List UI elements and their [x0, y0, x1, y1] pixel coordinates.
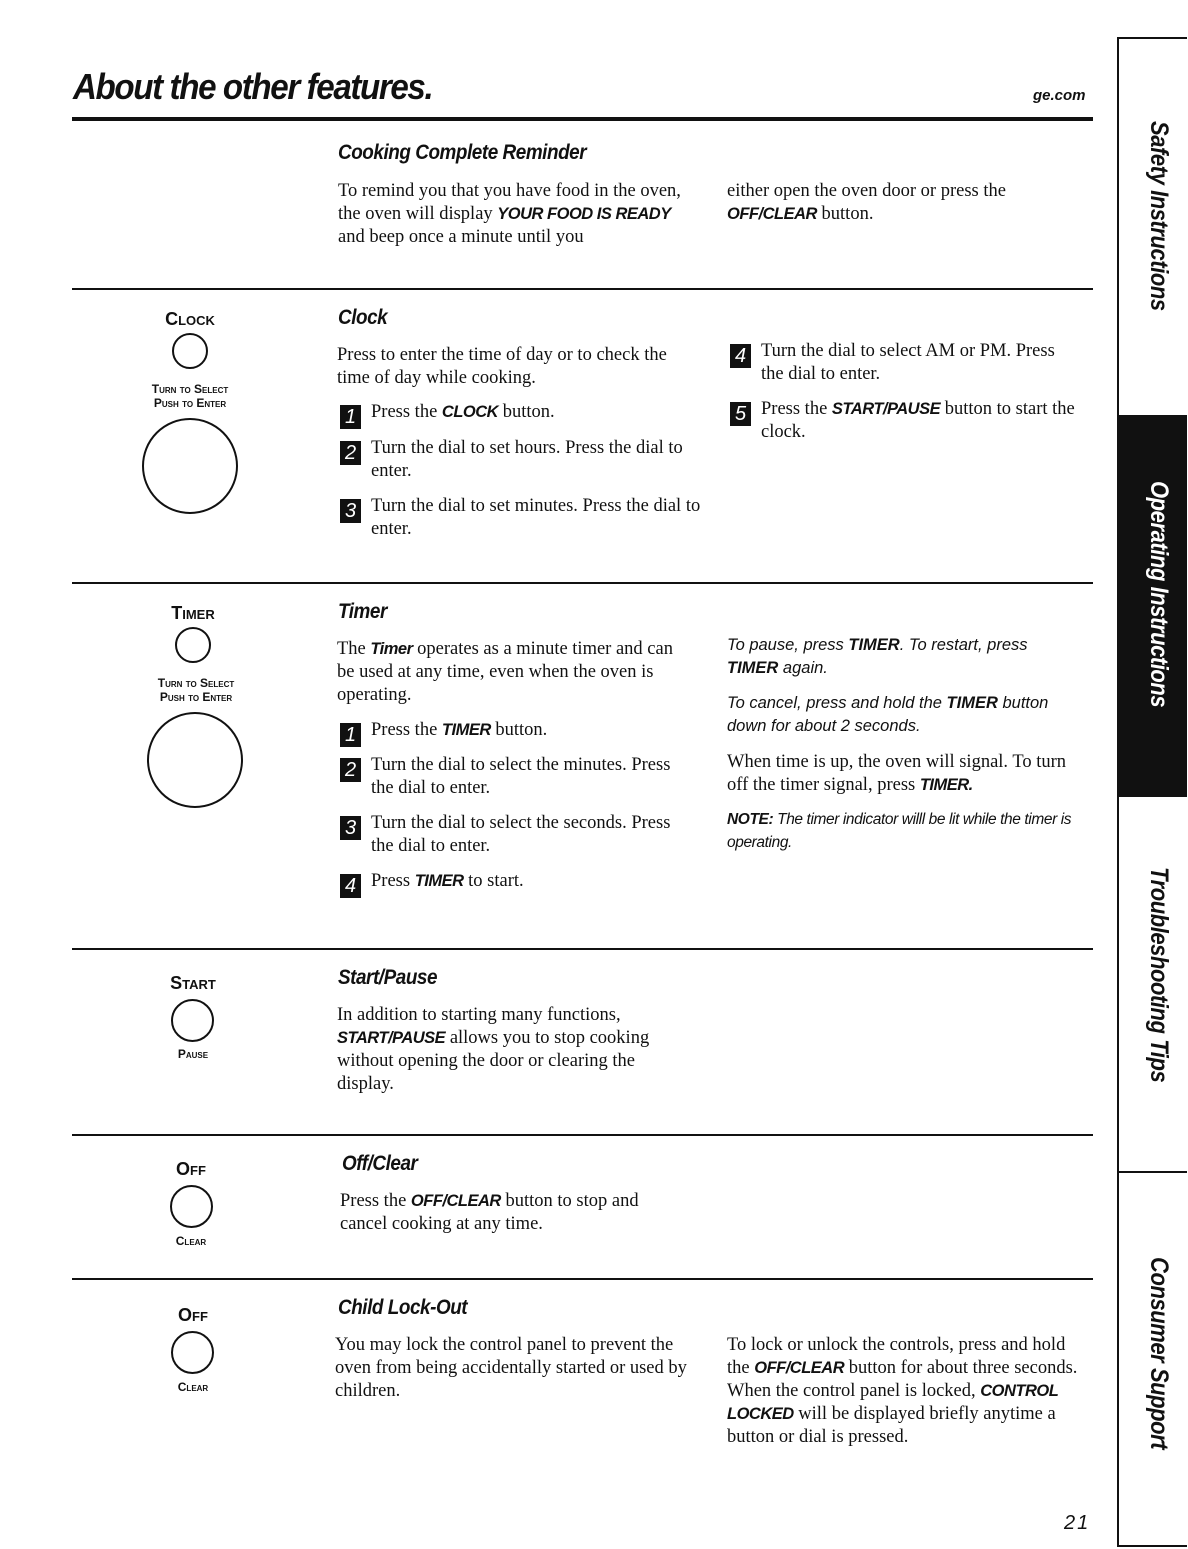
timer-button-icon[interactable]	[175, 627, 211, 663]
step-text: Turn the dial to select the minutes. Press the dial to enter.	[371, 755, 671, 798]
tab-consumer-support[interactable]	[1119, 1173, 1187, 1545]
offclear-heading: Off/Clear	[342, 1152, 418, 1175]
step-text: Press the START/PAUSE button to start the clock.	[761, 399, 1075, 442]
step-number: 4	[340, 874, 361, 898]
timer-panel-label: Timer	[171, 603, 215, 623]
section-divider	[72, 948, 1093, 950]
page-title: About the other features.	[73, 66, 433, 107]
tab-label: Operating Instructions	[1145, 481, 1173, 708]
clock-dial-sub2: Push to Enter	[153, 396, 227, 410]
reminder-text-right: either open the oven door or press the OFF/CLEAR button.	[727, 181, 1006, 224]
timer-signal-text: When time is up, the oven will signal. To turn off the timer signal, press TIMER.	[727, 752, 1067, 795]
offclear-panel-sub: Clear	[175, 1234, 207, 1248]
step-number: 4	[730, 344, 751, 368]
childlock-panel-label: Off	[178, 1305, 208, 1325]
step-text: Turn the dial to set minutes. Press the dial to enter.	[371, 496, 701, 539]
childlock-text-left: You may lock the control panel to prevent the oven from being accidentally started or used by children.	[335, 1335, 687, 1401]
step-number: 1	[340, 723, 361, 747]
start-button-icon[interactable]	[171, 999, 214, 1042]
clock-intro: Press to enter the time of day or to check the time of day while cooking.	[337, 345, 667, 388]
start-panel-sub: Pause	[177, 1047, 209, 1061]
tab-label: Consumer Support	[1145, 1257, 1173, 1450]
timer-heading: Timer	[338, 600, 387, 623]
timer-intro: The Timer operates as a minute timer and can be used at any time, even when the oven is operating.	[337, 639, 673, 705]
clock-dial-icon[interactable]	[142, 418, 238, 514]
clock-heading: Clock	[338, 306, 388, 329]
section-divider	[72, 288, 1093, 290]
side-tabs	[1117, 37, 1187, 1547]
step-text: Turn the dial to select AM or PM. Press the dial to enter.	[761, 341, 1055, 384]
step-text: Press the CLOCK button.	[371, 402, 555, 422]
section-divider	[72, 582, 1093, 584]
site-url[interactable]: ge.com	[1033, 87, 1086, 104]
offclear-button-icon[interactable]	[170, 1185, 213, 1228]
timer-note: NOTE: The timer indicator willl be lit while the timer is operating.	[727, 811, 1072, 851]
childlock-text-right: To lock or unlock the controls, press and hold the OFF/CLEAR button for about three seconds. When the control panel is locked, CONTROL LOCKED will be displayed briefly anytime a button or dial is pressed.	[727, 1335, 1078, 1447]
start-heading: Start/Pause	[338, 966, 438, 989]
clock-panel-label: Clock	[165, 309, 215, 329]
reminder-heading: Cooking Complete Reminder	[338, 141, 587, 164]
step-text: Press the TIMER button.	[371, 720, 548, 740]
step-number: 2	[340, 441, 361, 465]
timer-pause-note: To pause, press TIMER. To restart, press TIMER again.	[727, 636, 1028, 677]
timer-dial-sub1: Turn to Select	[157, 676, 235, 690]
tab-troubleshooting-tips[interactable]	[1119, 797, 1187, 1171]
timer-dial-sub2: Push to Enter	[159, 690, 233, 704]
step-text: Turn the dial to set hours. Press the dial to enter.	[371, 438, 683, 481]
childlock-panel-sub: Clear	[177, 1380, 209, 1394]
childlock-button-icon[interactable]	[171, 1331, 214, 1374]
step-number: 5	[730, 402, 751, 426]
childlock-heading: Child Lock-Out	[338, 1296, 468, 1319]
step-number: 3	[340, 816, 361, 840]
tab-operating-instructions[interactable]	[1119, 415, 1187, 795]
step-number: 3	[340, 499, 361, 523]
timer-dial-icon[interactable]	[147, 712, 243, 808]
start-text: In addition to starting many functions, START/PAUSE allows you to stop cooking without opening the door or clearing the display.	[337, 1005, 650, 1094]
clock-button-icon[interactable]	[172, 333, 208, 369]
clock-dial-sub1: Turn to Select	[151, 382, 229, 396]
page-number: 21	[1064, 1512, 1091, 1534]
step-number: 2	[340, 758, 361, 782]
header-rule	[72, 117, 1093, 121]
tab-safety-instructions[interactable]	[1119, 39, 1187, 415]
tab-label: Troubleshooting Tips	[1145, 867, 1173, 1083]
timer-cancel-note: To cancel, press and hold the TIMER button down for about 2 seconds.	[727, 694, 1049, 735]
step-number: 1	[340, 405, 361, 429]
start-panel-label: Start	[170, 973, 216, 993]
section-divider	[72, 1134, 1093, 1136]
step-text: Press TIMER to start.	[371, 871, 524, 891]
step-text: Turn the dial to select the seconds. Press the dial to enter.	[371, 813, 671, 856]
reminder-text-left: To remind you that you have food in the oven, the oven will display YOUR FOOD IS READY and beep once a minute until you	[338, 181, 681, 247]
section-divider	[72, 1278, 1093, 1280]
tab-label: Safety Instructions	[1145, 121, 1173, 311]
offclear-text: Press the OFF/CLEAR button to stop and cancel cooking at any time.	[340, 1191, 639, 1234]
offclear-panel-label: Off	[176, 1159, 206, 1179]
